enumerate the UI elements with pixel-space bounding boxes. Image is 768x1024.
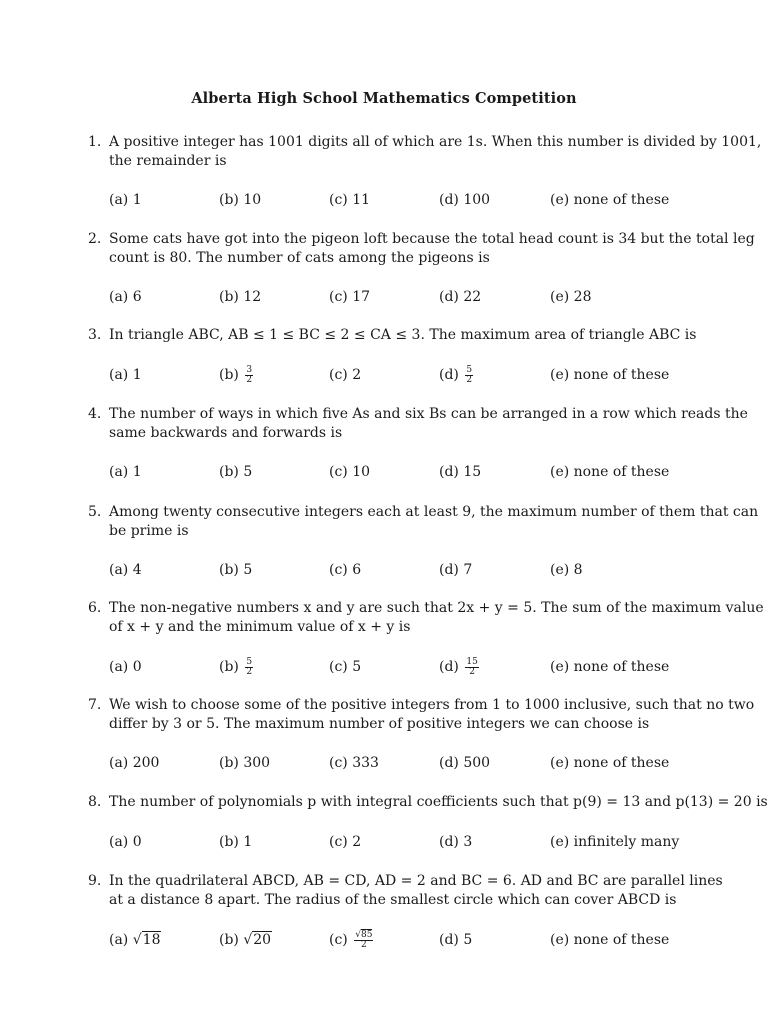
choice-e: (e) infinitely many [550, 834, 680, 850]
choice-b: (b) 10 [219, 192, 262, 208]
problem-number: 3. [88, 327, 102, 343]
choice-label: (b) [219, 367, 239, 383]
stem-line: In the quadrilateral ABCD, AB = CD, AD = 2 and BC = 6. AD and BC are parallel lines [109, 873, 723, 889]
choice-a: (a) 0 [109, 659, 142, 675]
problem-9 [88, 872, 723, 950]
choice-e: (e) none of these [550, 932, 670, 948]
choice-e: (e) 8 [550, 562, 583, 578]
answer-choices [109, 190, 708, 210]
choice-b: (b) 5 [219, 464, 253, 480]
choice-c: (c) 333 [329, 755, 379, 771]
document-title: Alberta High School Mathematics Competition [191, 90, 577, 107]
answer-choices [109, 930, 708, 950]
denominator: 2 [469, 666, 475, 677]
choice-c: (c) 5 [329, 659, 362, 675]
problem-stem [109, 599, 764, 637]
denominator: 2 [360, 939, 367, 950]
problem-stem [109, 793, 768, 812]
choice-c: (c) 11 [329, 192, 371, 208]
choice-e: (e) none of these [550, 464, 670, 480]
stem-line: The non-negative numbers x and y are such that 2x + y = 5. The sum of the maximum value [109, 600, 764, 616]
problem-number: 1. [88, 134, 102, 150]
choice-d [439, 365, 473, 385]
fraction [245, 658, 253, 677]
problem-stem [109, 503, 759, 541]
choice-d: (d) 5 [439, 932, 473, 948]
stem-line: at a distance 8 apart. The radius of the smallest circle which can cover ABCD is [109, 892, 677, 908]
stem-line: The number of ways in which five As and six Bs can be arranged in a row which reads the [109, 406, 748, 422]
problem-7 [88, 696, 755, 773]
answer-choices [109, 287, 708, 307]
choice-b [219, 365, 253, 385]
choice-e: (e) none of these [550, 192, 670, 208]
stem-line: differ by 3 or 5. The maximum number of positive integers we can choose is [109, 716, 650, 732]
answer-choices [109, 560, 708, 580]
choice-c: (c) 6 [329, 562, 362, 578]
denominator: 2 [246, 666, 253, 677]
fraction [465, 658, 478, 677]
choice-c: (c) 17 [329, 289, 371, 305]
choice-b [219, 930, 272, 950]
choice-c: (c) 2 [329, 834, 362, 850]
answer-choices [109, 462, 708, 482]
answer-choices [109, 365, 708, 385]
choice-label: (d) [439, 659, 459, 675]
stem-line: Among twenty consecutive integers each at least 9, the maximum number of them that can [109, 504, 759, 520]
stem-line: the remainder is [109, 153, 227, 169]
choice-label: (b) [219, 932, 239, 948]
choice-e: (e) 28 [550, 289, 592, 305]
choice-a: (a) 1 [109, 192, 142, 208]
problem-stem [109, 326, 708, 345]
choice-e: (e) none of these [550, 367, 670, 383]
problem-number: 7. [88, 697, 102, 713]
answer-choices [109, 832, 708, 852]
choice-d: (d) 100 [439, 192, 491, 208]
problem-1 [88, 133, 762, 210]
stem-line: We wish to choose some of the positive integers from 1 to 1000 inclusive, such that no two [109, 697, 755, 713]
problem-4 [88, 405, 748, 482]
fraction [354, 931, 373, 950]
fraction [465, 366, 473, 385]
problem-6 [88, 599, 764, 677]
choice-d [439, 657, 479, 677]
choice-label: (d) [439, 367, 459, 383]
choice-b: (b) 5 [219, 562, 253, 578]
choice-a: (a) 0 [109, 834, 142, 850]
stem-line: The number of polynomials p with integral coefficients such that p(9) = 13 and p(13) = 20 is [109, 794, 768, 810]
choice-label: (a) [109, 932, 129, 948]
choice-label: (b) [219, 659, 239, 675]
radicand: 18 [142, 932, 161, 948]
denominator: 2 [246, 374, 253, 385]
choice-d: (d) 22 [439, 289, 482, 305]
problem-8 [88, 793, 768, 852]
choice-a: (a) 1 [109, 464, 142, 480]
choice-e: (e) none of these [550, 755, 670, 771]
answer-choices [109, 753, 708, 773]
choice-e: (e) none of these [550, 659, 670, 675]
choice-c: (c) 2 [329, 367, 362, 383]
choice-d: (d) 7 [439, 562, 473, 578]
numerator: 5 [466, 364, 473, 375]
problem-stem [109, 696, 755, 734]
answer-choices [109, 657, 708, 677]
choice-c [329, 930, 373, 950]
numerator: 5 [246, 656, 253, 667]
stem-line: of x + y and the minimum value of x + y is [109, 619, 411, 635]
stem-line: be prime is [109, 523, 189, 539]
stem-line: Some cats have got into the pigeon loft because the total head count is 34 but the total leg [109, 231, 755, 247]
choice-d: (d) 3 [439, 834, 473, 850]
problem-2 [88, 230, 755, 307]
radicand: 20 [253, 932, 272, 948]
problem-stem [109, 872, 723, 910]
problem-number: 8. [88, 794, 102, 810]
fraction [245, 366, 253, 385]
choice-d: (d) 15 [439, 464, 482, 480]
stem-line: same backwards and forwards is [109, 425, 343, 441]
choice-b [219, 657, 253, 677]
problem-stem [109, 405, 748, 443]
choice-b: (b) 1 [219, 834, 253, 850]
problem-3 [88, 326, 708, 385]
square-root: √18 [132, 932, 161, 948]
square-root: √20 [243, 932, 272, 948]
problem-number: 9. [88, 873, 102, 889]
stem-line: A positive integer has 1001 digits all of which are 1s. When this number is divided by 1001, [109, 134, 762, 150]
problem-number: 2. [88, 231, 102, 247]
problem-number: 6. [88, 600, 102, 616]
choice-a [109, 930, 161, 950]
choice-label: (c) [329, 932, 348, 948]
numerator: 15 [466, 656, 478, 667]
choice-b: (b) 12 [219, 289, 262, 305]
stem-line: In triangle ABC, AB ≤ 1 ≤ BC ≤ 2 ≤ CA ≤ 3. The maximum area of triangle ABC is [109, 327, 697, 343]
choice-d: (d) 500 [439, 755, 491, 771]
problem-5 [88, 503, 759, 580]
choice-b: (b) 300 [219, 755, 271, 771]
denominator: 2 [466, 374, 473, 385]
problem-number: 5. [88, 504, 102, 520]
choice-a: (a) 6 [109, 289, 142, 305]
choice-c: (c) 10 [329, 464, 371, 480]
stem-line: count is 80. The number of cats among the pigeons is [109, 250, 490, 266]
numerator: √85 [355, 929, 373, 940]
problem-number: 4. [88, 406, 102, 422]
problem-stem [109, 230, 755, 268]
choice-a: (a) 1 [109, 367, 142, 383]
problem-stem [109, 133, 762, 171]
choice-a: (a) 200 [109, 755, 160, 771]
choice-a: (a) 4 [109, 562, 142, 578]
numerator: 3 [246, 364, 253, 375]
radicand: 85 [360, 929, 373, 940]
